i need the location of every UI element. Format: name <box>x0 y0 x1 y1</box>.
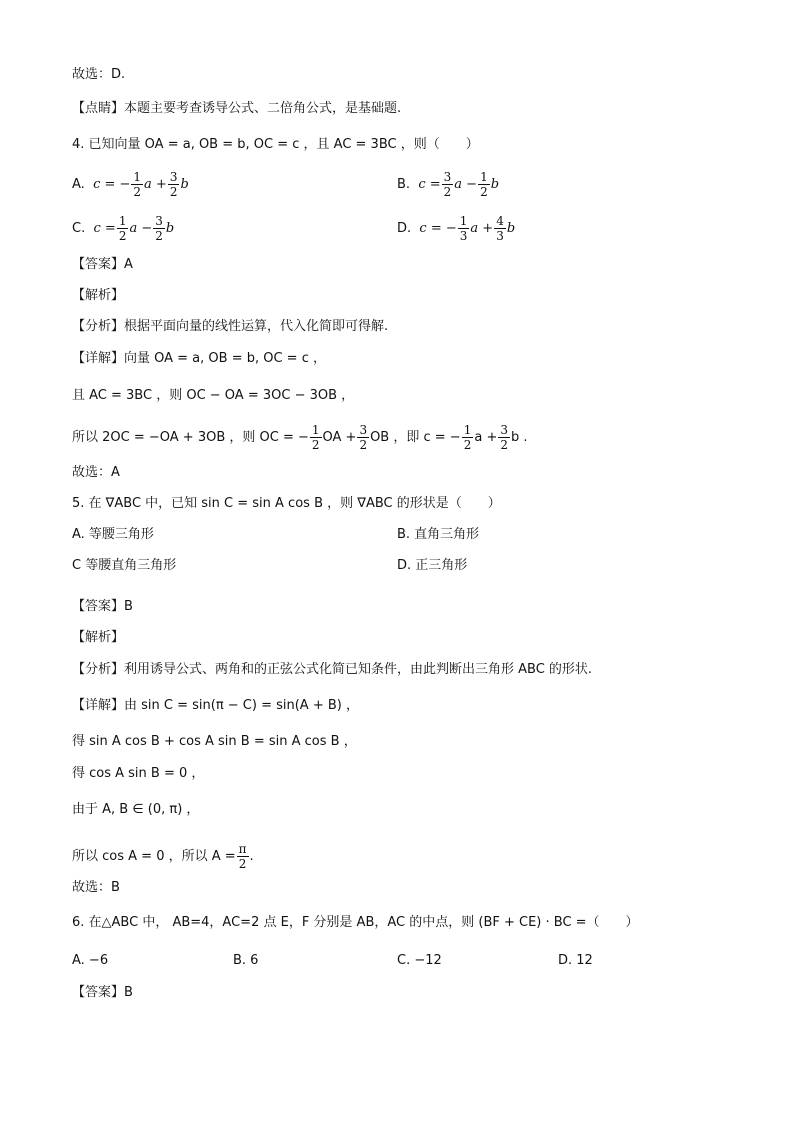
option-label: D. <box>397 221 412 236</box>
q4-xiangjie: 【详解】向量 OA = a, OB = b, OC = c ， <box>72 351 326 366</box>
q5-fenxi: 【分析】利用诱导公式、两角和的正弦公式化简已知条件，由此判断出三角形 ABC 的形状. <box>72 662 593 677</box>
q5-step2: 得 sin A cos B + cos A sin B = sin A cos B ， <box>72 734 357 749</box>
option-label: C. <box>72 221 86 236</box>
question-5-stem: 5. 在 ∇ABC 中，已知 sin C = sin A cos B ，则 ∇ABC 的形状是（ ） <box>72 496 501 511</box>
q5-option-b: B. 直角三角形 <box>397 527 480 542</box>
q5-option-d: D. 正三角形 <box>397 558 468 573</box>
q6-answer: 【答案】B <box>72 985 133 1000</box>
q4-step3: 所以 2OC = −OA + 3OB ，则 OC = − $\frac{1}{2}$ OA + $\frac{3}{2}$ OB ，即 c = − $\frac{1}{2}$ a + $\frac{3}{2}$ b . <box>72 423 528 452</box>
option-label: A. <box>72 177 85 192</box>
question-4-stem: 4. 已知向量 OA = a, OB = b, OC = c ，且 AC = 3BC ，则（ ） <box>72 137 479 152</box>
q6-option-d: D. 12 <box>558 953 593 968</box>
line-choose-d: 故选：D. <box>72 67 126 82</box>
q5-xiangjie: 【详解】由 sin C = sin(π − C) = sin(A + B) ， <box>72 698 359 713</box>
q5-jiexi: 【解析】 <box>72 630 125 645</box>
q5-option-a: A. 等腰三角形 <box>72 527 154 542</box>
q4-fenxi: 【分析】根据平面向量的线性运算，代入化简即可得解. <box>72 319 389 334</box>
q5-step4: 由于 A, B ∈ (0, π) ， <box>72 802 200 817</box>
q5-step3: 得 cos A sin B = 0 ， <box>72 766 205 781</box>
option-label: B. <box>397 177 411 192</box>
q6-option-b: B. 6 <box>233 953 259 968</box>
q4-choose: 故选：A <box>72 465 120 480</box>
q4-option-d: D. c = − $\frac{1}{3}$ a + $\frac{4}{3}$ b <box>397 214 516 243</box>
q6-option-a: A. −6 <box>72 953 109 968</box>
question-6-stem: 6. 在△ABC 中， AB=4，AC=2 点 E，F 分别是 AB，AC 的中点，则 (BF + CE) · BC =（ ） <box>72 915 639 930</box>
q4-jiexi: 【解析】 <box>72 288 125 303</box>
q6-option-c: C. −12 <box>397 953 442 968</box>
q5-answer: 【答案】B <box>72 599 133 614</box>
q4-step2: 且 AC = 3BC ，则 OC − OA = 3OC − 3OB ， <box>72 388 355 403</box>
q4-option-b: B. c = $\frac{3}{2}$ a − $\frac{1}{2}$ b <box>397 170 500 199</box>
q4-option-c: C. c = $\frac{1}{2}$ a − $\frac{3}{2}$ b <box>72 214 175 243</box>
q5-step5: 所以 cos A = 0 ，所以 A = $\frac{\pi}{2}$ . <box>72 842 254 871</box>
q5-option-c: C 等腰直角三角形 <box>72 558 177 573</box>
q4-answer: 【答案】A <box>72 257 133 272</box>
line-dianjing: 【点睛】本题主要考查诱导公式、二倍角公式，是基础题. <box>72 101 402 116</box>
q5-choose: 故选：B <box>72 880 120 895</box>
q4-option-a: A. c = − $\frac{1}{2}$ a + $\frac{3}{2}$ b <box>72 170 189 199</box>
